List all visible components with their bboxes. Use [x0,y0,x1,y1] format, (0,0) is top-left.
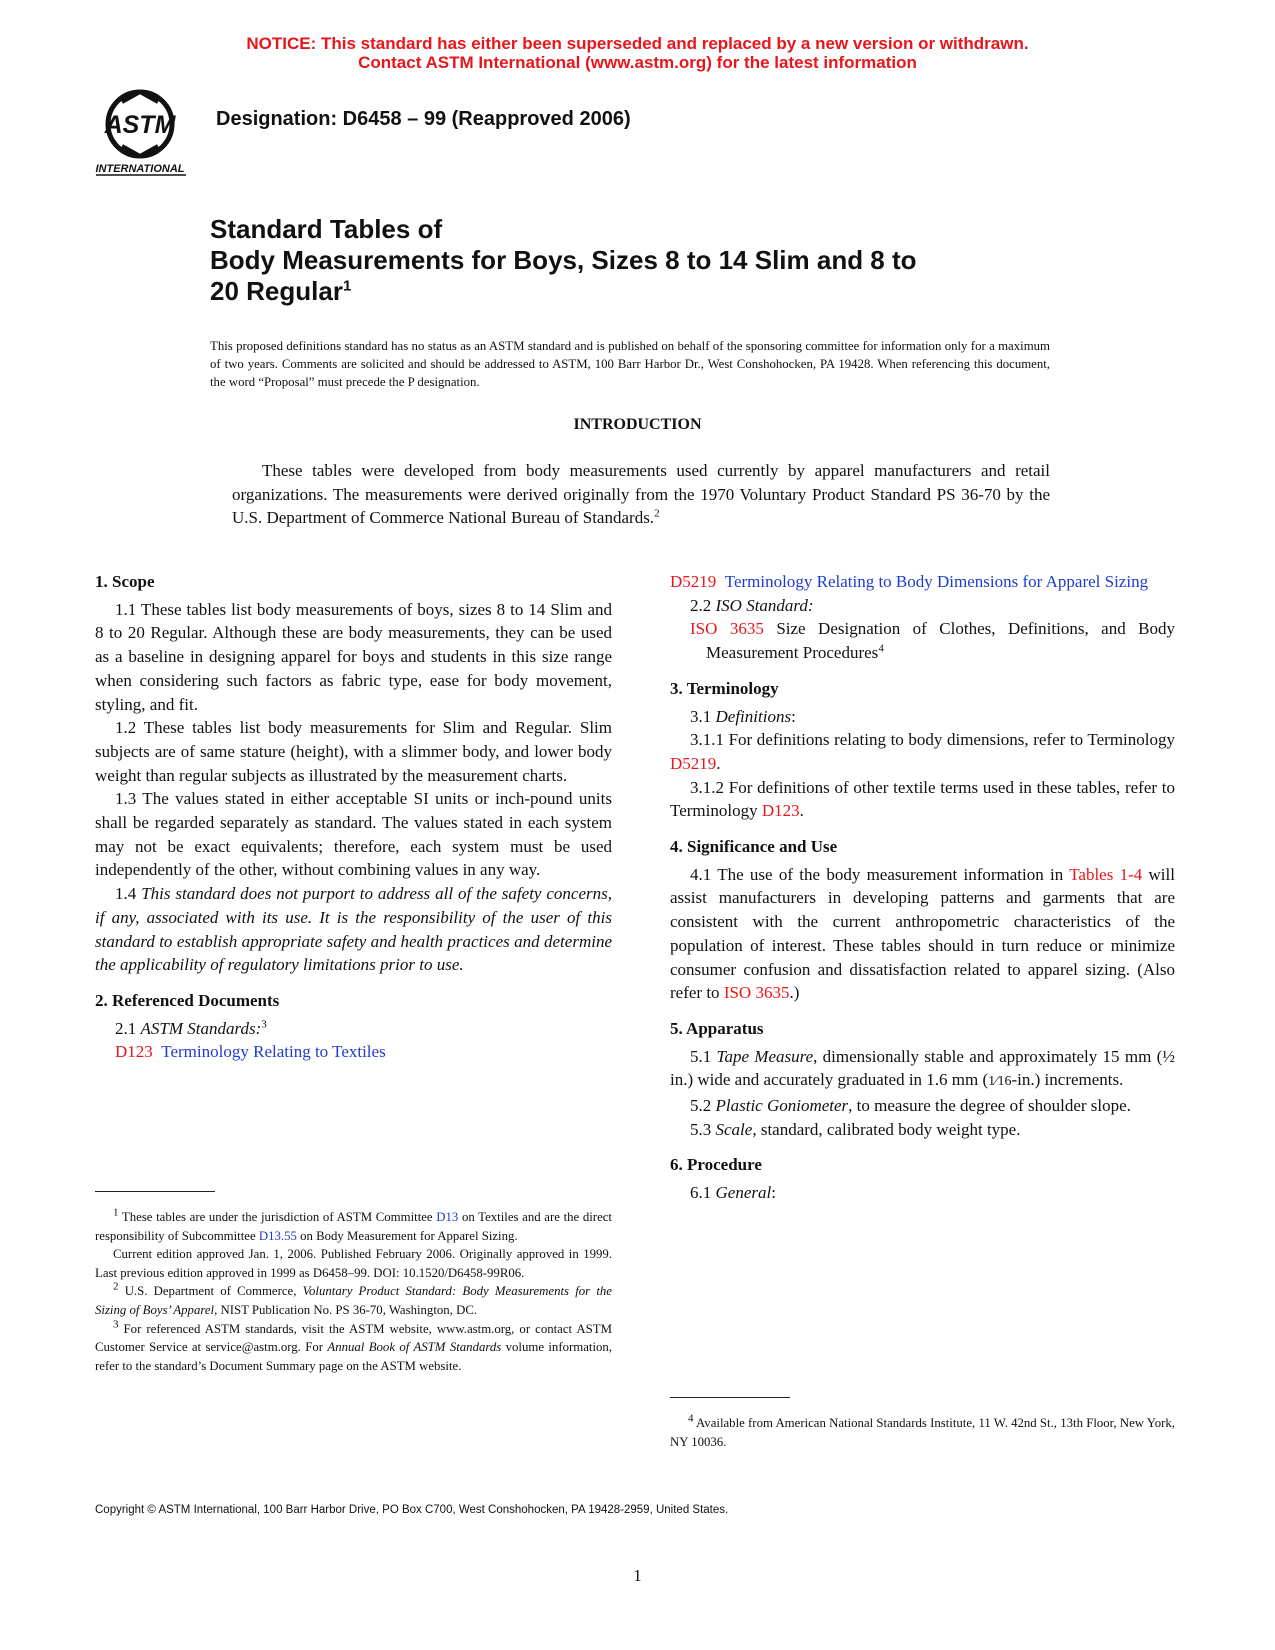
terminology-3-1-label: Definitions [715,706,792,726]
procedure-6-1-number: 6.1 [690,1183,716,1203]
introduction-body [232,459,1050,530]
title-line-2: Body Measurements for Boys, Sizes 8 to 14 Slim and 8 to [210,245,917,275]
iso-footnote-ref-4[interactable]: 4 [878,642,884,655]
terminology-d5219-link[interactable]: D5219 [670,753,717,773]
footnote-2-title: Voluntary Product Standard: Body Measurements for the Sizing of Boys’ Apparel [95,1284,612,1317]
page-number: 1 [633,1566,642,1585]
introduction-footnote-ref[interactable]: 2 [654,507,660,520]
terminology-d123-link[interactable]: D123 [761,801,800,821]
refdocs-2-1 [95,1017,612,1041]
left-column [95,570,612,1064]
apparatus-5-2-text: , to measure the degree of shoulder slope. [848,1096,1131,1116]
scope-1-4 [95,882,612,977]
scope-1-3: 1.3 The values stated in either acceptable SI units or inch-pound units shall be regarded separately as standard. The values stated in each system may not be exact equivalents; therefore, each system must be used independently of the other, without combining values in any way. [95,789,612,880]
ref-d5219-code[interactable]: D5219 [670,572,717,591]
designation: Designation: D6458 – 99 (Reapproved 2006) [216,108,631,130]
apparatus-5-1-number: 5.1 [690,1046,717,1066]
introduction-text: These tables were developed from body measurements used currently by apparel manufacturers and retail organizations. The measurements were derived originally from the 1970 Voluntary Product Standard PS 36-70 by the U.S. Department of Commerce National Bureau of Standards. [232,461,1050,527]
apparatus-5-3-label: Scale [715,1119,753,1139]
ref-iso-title: Size Designation of Clothes, Definitions, and Body Measurement Procedures [706,619,1175,663]
footnote-2-text-b: , NIST Publication No. PS 36-70, Washington, DC. [214,1302,478,1317]
apparatus-5-3-number: 5.3 [690,1119,716,1139]
refdocs-2-2-number: 2.2 [690,595,716,615]
scope-1-2: 1.2 These tables list body measurements for Slim and Regular. Slim subjects are of same stature (height), with a slimmer body, and lower body weight than regular subjects as illustrated by the measurement charts. [95,718,612,785]
ref-d123[interactable] [95,1040,612,1064]
footnotes-left [95,1208,612,1375]
apparatus-5-1-text-b: in.) wide and accurately graduated in 1.6 mm ( [670,1070,989,1090]
footnote-1-text-c: on Body Measurement for Apparel Sizing. [296,1228,518,1243]
footnote-4-marker: 4 [688,1412,694,1425]
footnote-1-text-a: These tables are under the jurisdiction of ASTM Committee [118,1210,437,1224]
notice-line-1: NOTICE: This standard has either been superseded and replaced by a new version or withdrawn. [246,34,1029,53]
right-column [670,570,1175,1205]
footnote-2-marker: 2 [113,1281,119,1294]
title-line-1: Standard Tables of [210,214,443,244]
refdocs-heading: 2. Referenced Documents [95,990,280,1010]
footnote-divider-right [670,1397,790,1398]
footnote-2 [95,1282,612,1319]
copyright: Copyright © ASTM International, 100 Barr Harbor Drive, PO Box C700, West Conshohocken, PA 19428-2959, United States. [95,1504,729,1516]
apparatus-5-3-text: , standard, calibrated body weight type. [752,1119,1021,1139]
footnote-3-text-b: volume information, refer to the standard’s Document Summary page on the ASTM website. [95,1340,612,1373]
significance-iso-link[interactable]: ISO 3635 [723,983,790,1003]
procedure-heading: 6. Procedure [670,1155,762,1175]
apparatus-heading: 5. Apparatus [670,1018,764,1038]
significance-text-a: 4.1 The use of the body measurement information in [690,864,1070,884]
footnote-3-title: Annual Book of ASTM Standards [327,1340,502,1355]
title-footnote-ref[interactable]: 1 [342,277,352,295]
scope-1-4-number: 1.4 [115,884,142,904]
footnote-4-text: Available from American National Standards Institute, 11 W. 42nd St., 13th Floor, New York, NY 10036. [670,1416,1175,1449]
footnote-1-marker: 1 [113,1206,119,1219]
footnote-1-edition: Current edition approved Jan. 1, 2006. Published February 2006. Originally approved in 1999. Last previous edition approved in 1999 as D6458–99. DOI: 10.1520/D6458-99R06. [95,1247,612,1280]
logo-subtext: INTERNATIONAL [95,163,185,175]
refdocs-2-1-number: 2.1 [115,1018,141,1038]
footnote-3-text-a: For referenced ASTM standards, visit the ASTM website, www.astm.org, or contact ASTM Customer Service at service@astm.org. For [95,1321,612,1355]
footnote-divider-left [95,1191,215,1192]
terminology-3-1-2-text: 3.1.2 For definitions of other textile terms used in these tables, refer to Terminology [670,777,1175,821]
proposal-notice: This proposed definitions standard has no status as an ASTM standard and is published on behalf of the sponsoring committee for information only for a maximum of two years. Comments are solicited and should be addressed to ASTM, 100 Barr Harbor Dr., West Conshohocken, PA 19428. When referencing this document, the word “Proposal” must precede the P designation. [210,339,1050,389]
apparatus-5-1-text-c: -in.) increments. [1011,1070,1124,1090]
significance-text-c: .) [789,983,800,1003]
footnote-d13-link[interactable]: D13 [436,1210,459,1224]
scope-1-1: 1.1 These tables list body measurements of boys, sizes 8 to 14 Slim and 8 to 20 Regular. Although these are body measurements, they can be used as a baseline in designing apparel for boys and students in this size range when considering such factors as fabric type, ease for body movement, styling, and fit. [95,599,612,714]
ref-d123-code[interactable]: D123 [115,1042,153,1062]
apparatus-5-2 [670,1094,1175,1118]
terminology-heading: 3. Terminology [670,678,779,698]
procedure-6-1-label: General [715,1183,772,1203]
significance-4-1 [670,863,1175,1005]
terminology-3-1 [670,705,1175,729]
ref-d123-title[interactable]: Terminology Relating to Textiles [161,1042,386,1062]
logo-text: ASTM [104,111,176,139]
astm-logo [92,86,192,182]
introduction-heading: INTRODUCTION [573,416,702,433]
terminology-3-1-colon: : [791,706,796,726]
notice-banner [0,34,1275,72]
document-title [210,214,1030,307]
footnote-d1355-link[interactable]: D13.55 [258,1228,297,1243]
ref-d5219[interactable] [670,570,1175,594]
ref-iso-code[interactable]: ISO 3635 [690,619,764,639]
refdocs-2-2 [670,594,1175,618]
procedure-6-1-colon: : [771,1183,776,1203]
title-line-3: 20 Regular [210,276,343,306]
apparatus-5-1-frac-1: ½ [1162,1046,1176,1066]
refdocs-footnote-ref-3[interactable]: 3 [261,1018,267,1030]
refdocs-2-2-label: ISO Standard: [715,595,814,615]
ref-iso-3635 [670,617,1175,664]
apparatus-5-3 [670,1118,1175,1142]
footnote-4 [670,1414,1175,1451]
terminology-3-1-1 [670,728,1175,775]
footnote-3-marker: 3 [113,1318,119,1331]
terminology-3-1-2-end: . [799,801,804,821]
apparatus-5-1-label: Tape Measure [716,1046,814,1066]
significance-heading: 4. Significance and Use [670,837,838,857]
refdocs-2-1-label: ASTM Standards: [140,1018,262,1038]
apparatus-5-2-label: Plastic Goniometer [715,1096,849,1116]
notice-line-2: Contact ASTM International (www.astm.org) for the latest information [358,53,917,72]
terminology-3-1-1-text: 3.1.1 For definitions relating to body dimensions, refer to Terminology [690,730,1175,750]
apparatus-5-1-text-a: , dimensionally stable and approximately 15 mm ( [813,1046,1163,1066]
apparatus-5-2-number: 5.2 [690,1096,716,1116]
apparatus-5-1-frac-2: 1⁄16 [988,1074,1012,1090]
footnote-1-text-b: on Textiles and are the direct responsibility of Subcommittee [95,1210,612,1243]
footnote-1 [95,1208,612,1245]
scope-1-4-text: This standard does not purport to address all of the safety concerns, if any, associated with its use. It is the responsibility of the user of this standard to establish appropriate safety and health practices and determine the applicability of regulatory limitations prior to use. [95,884,613,975]
tables-1-4-link[interactable]: Tables 1-4 [1069,864,1143,884]
apparatus-5-1 [670,1045,1175,1094]
terminology-3-1-number: 3.1 [690,706,716,726]
terminology-3-1-2 [670,776,1175,823]
footnote-3 [95,1320,612,1376]
footnote-2-text-a: U.S. Department of Commerce, [118,1284,303,1299]
footnotes-right [670,1414,1175,1451]
procedure-6-1 [670,1181,1175,1205]
ref-d5219-title[interactable]: Terminology Relating to Body Dimensions for Apparel Sizing [724,572,1149,591]
scope-heading: 1. Scope [95,572,155,591]
terminology-3-1-1-end: . [716,753,721,773]
significance-text-b: will assist manufacturers in developing patterns and garments that are consistent with the current anthropometric characteristics of the population of interest. These tables should in turn reduce or minimize consumer confusion and dissatisfaction related to apparel sizing. (Also refer to [670,864,1175,1003]
